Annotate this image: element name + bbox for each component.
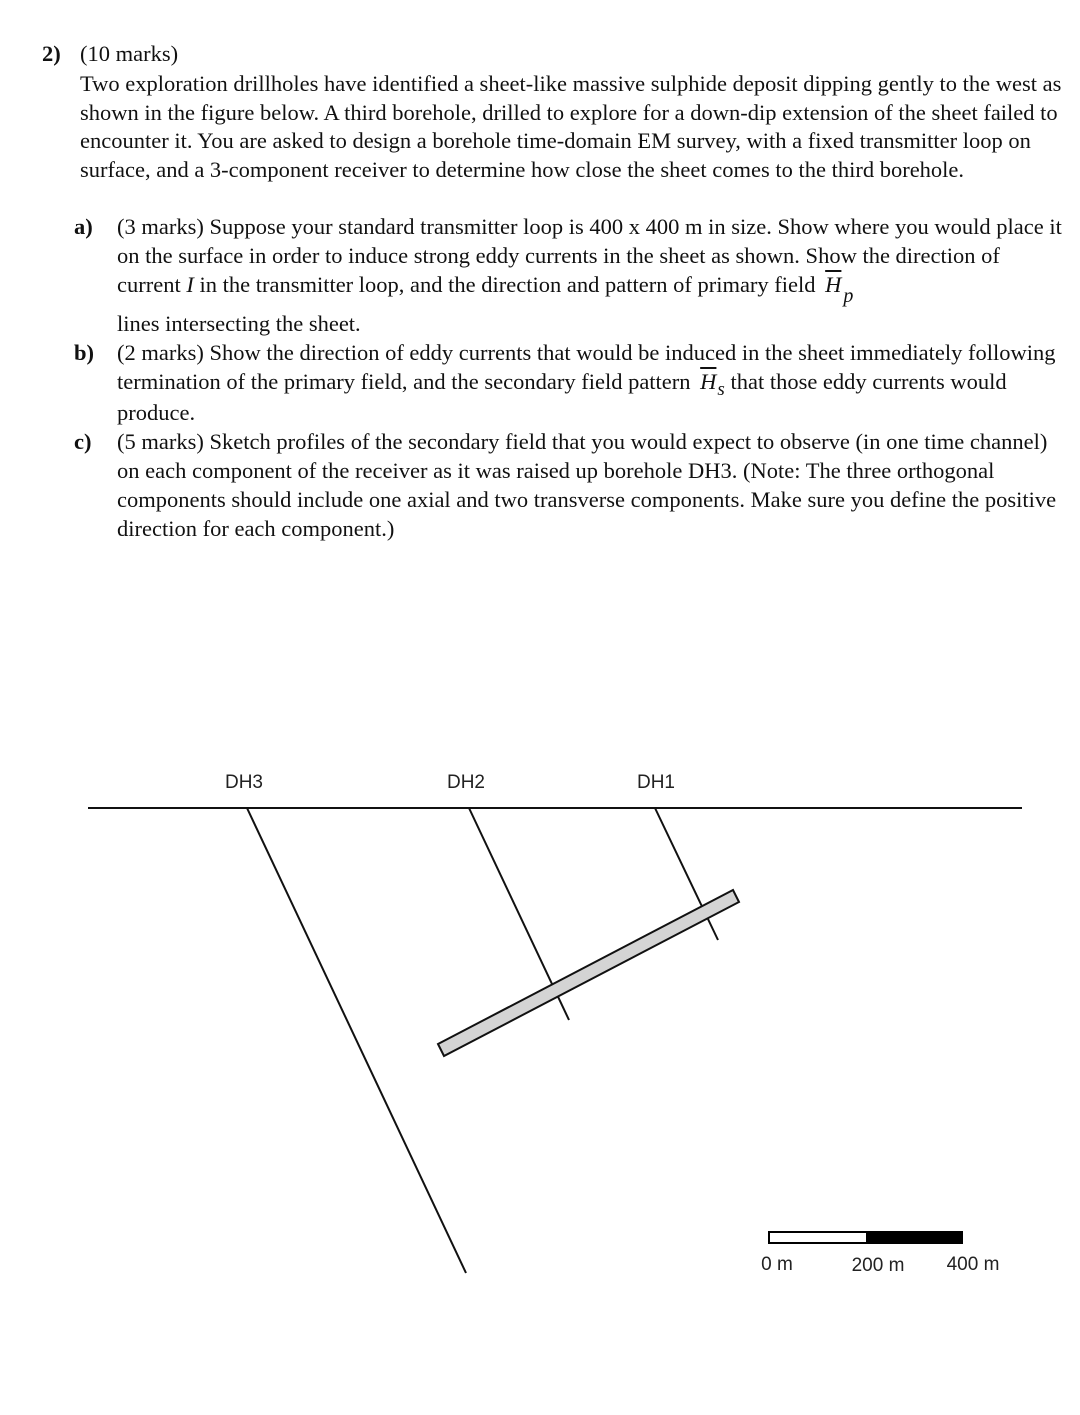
part-a-text-3: lines intersecting the sheet. <box>117 311 361 337</box>
question-marks: (10 marks) <box>80 41 179 66</box>
scale-label-200m: 200 m <box>851 1255 905 1276</box>
primary-field-symbol <box>825 270 854 308</box>
scale-bar-white-segment <box>769 1232 867 1243</box>
part-a-text-1: (3 marks) Suppose your standard transmitter loop is 400 x 400 m in size. Show where you would place it on the surface in order to induce strong eddy currents in the sheet as shown. Show the direction of current <box>117 214 1062 298</box>
borehole-dh3 <box>247 808 466 1273</box>
borehole-label-dh1: DH1 <box>636 772 676 793</box>
part-a-body <box>117 212 1062 338</box>
borehole-dh2 <box>469 808 569 1020</box>
question-parts <box>74 212 1062 543</box>
borehole-dh1 <box>655 808 718 940</box>
part-b-text-2: that those eddy currents would produce. <box>117 369 1007 426</box>
scale-label-400m: 400 m <box>946 1254 1000 1275</box>
part-b-body <box>117 338 1062 427</box>
part-b-label: b) <box>74 340 95 366</box>
borehole-label-dh2: DH2 <box>446 772 486 793</box>
current-symbol: I <box>186 272 194 298</box>
part-b <box>74 338 1062 427</box>
secondary-field-subscript: s <box>717 379 725 401</box>
scale-label-0m: 0 m <box>761 1254 793 1275</box>
part-a-label: a) <box>74 214 93 240</box>
part-a <box>74 212 1062 338</box>
primary-field-letter: $\overline{H}$ <box>825 272 842 298</box>
secondary-field-symbol <box>700 367 725 401</box>
part-c <box>74 427 1062 543</box>
scale-bar-black-segment <box>867 1232 962 1243</box>
question-intro: Two exploration drillholes have identified a sheet-like massive sulphide deposit dipping gently to the west as shown in the figure below. A third borehole, drilled to explore for a down-dip extension of the sheet failed to encounter it. You are asked to design a borehole time-domain EM survey, with a fixed transmitter loop on surface, and a 3-component receiver to determine how close the sheet comes to the third borehole. <box>80 71 1062 182</box>
sulphide-sheet <box>438 890 739 1056</box>
question-heading <box>42 40 1062 68</box>
primary-field-subscript: p <box>843 285 854 308</box>
part-a-text-2: in the transmitter loop, and the direction and pattern of primary field <box>199 272 816 298</box>
question-number: 2) <box>42 41 61 66</box>
secondary-field-letter: $\overline{H}$ <box>700 369 717 395</box>
part-c-body: (5 marks) Sketch profiles of the secondary field that you would expect to observe (in one time channel) on each component of the receiver as it was raised up borehole DH3. (Note: The three orthogonal components should include one axial and two transverse components. Make sure you define the positive direction for each component.) <box>117 429 1057 542</box>
part-b-text-1: (2 marks) Show the direction of eddy currents that would be induced in the sheet immediately following termination of the primary field, and the secondary field pattern <box>117 340 1056 395</box>
borehole-label-dh3: DH3 <box>224 772 264 793</box>
part-c-label: c) <box>74 429 92 455</box>
question-block <box>42 40 1062 543</box>
